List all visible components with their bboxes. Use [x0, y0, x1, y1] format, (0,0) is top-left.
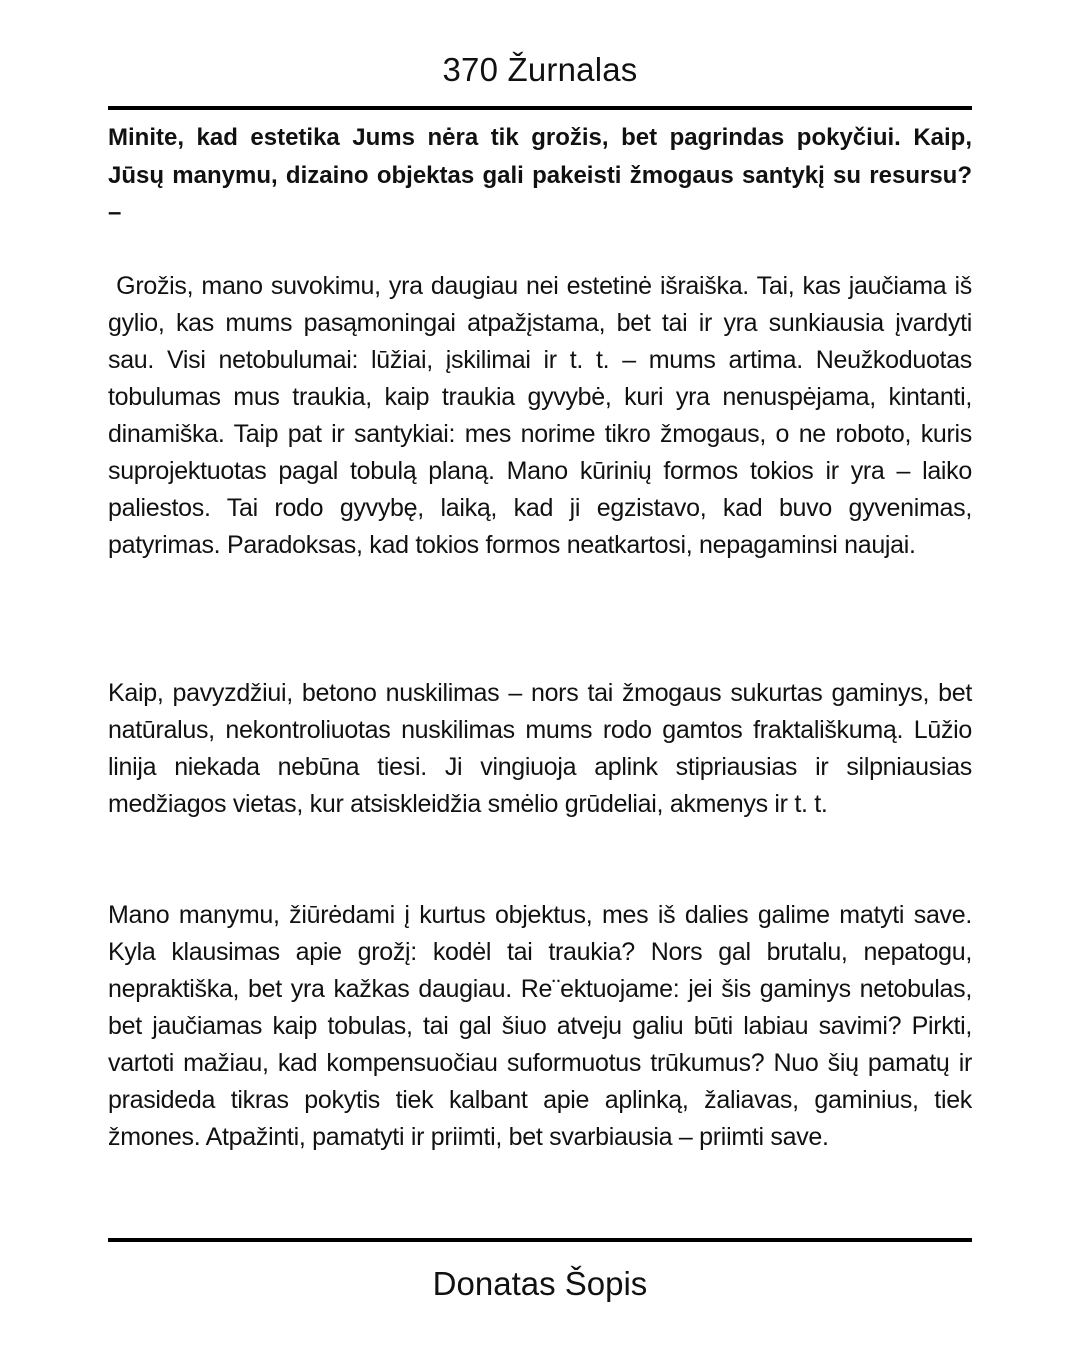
top-divider: [108, 106, 972, 110]
interview-question: Minite, kad estetika Jums nėra tik grožis, bet pagrindas pokyčiui. Kaip, Jūsų manymu, dizaino objektas gali pakeisti žmogaus santykį su resursu? –: [108, 124, 972, 226]
answer-paragraph-3: Mano manymu, žiūrėdami į kurtus objektus, mes iš dalies galime matyti save. Kyla klausimas apie grožį: kodėl tai traukia? Nors gal brutalu, nepatogu, nepraktiška, bet yra kažkas daugiau. Re¨ektuojame: jei šis gaminys netobulas, bet jaučiamas kaip tobulas, tai gal šiuo atveju galiu būti labiau savimi? Pirkti, vartoti mažiau, kad kompensuočiau suformuotus trūkumus? Nuo šių pamatų ir prasideda tikras pokytis tiek kalbant apie aplinką, žaliavas, gaminius, tiek žmones. Atpažinti, pamatyti ir priimti, bet svarbiausia – priimti save.: [108, 901, 972, 1151]
answer-paragraph-1: Grožis, mano suvokimu, yra daugiau nei estetinė išraiška. Tai, kas jaučiama iš gylio, kas mums pasąmoningai atpažįstama, bet tai ir yra sunkiausia įvardyti sau. Visi netobulumai: lūžiai, įskilimai ir t. t. – mums artima. Neužkoduotas tobulumas mus traukia, kaip traukia gyvybė, kuri yra nenuspėjama, kintanti, dinamiška. Taip pat ir santykiai: mes norime tikro žmogaus, o ne roboto, kuris suprojektuotas pagal tobulą planą. Mano kūrinių formos tokios ir yra – laiko paliestos. Tai rodo gyvybę, laiką, kad ji egzistavo, kad buvo gyvenimas, patyrimas. Paradoksas, kad tokios formos neatkartosi, nepagaminsi naujai.: [108, 272, 972, 559]
magazine-title: 370 Žurnalas: [442, 51, 638, 88]
answer-paragraph-2: Kaip, pavyzdžiui, betono nuskilimas – nors tai žmogaus sukurtas gaminys, bet natūralus, nekontroliuotas nuskilimas mums rodo gamtos fraktališkumą. Lūžio linija niekada nebūna tiesi. Ji vingiuoja aplink stipriausias ir silpniausias medžiagos vietas, kur atsiskleidžia smėlio grūdeliai, akmenys ir t. t.: [108, 679, 972, 818]
author-byline: Donatas Šopis: [432, 1265, 648, 1302]
bottom-divider: [108, 1238, 972, 1242]
